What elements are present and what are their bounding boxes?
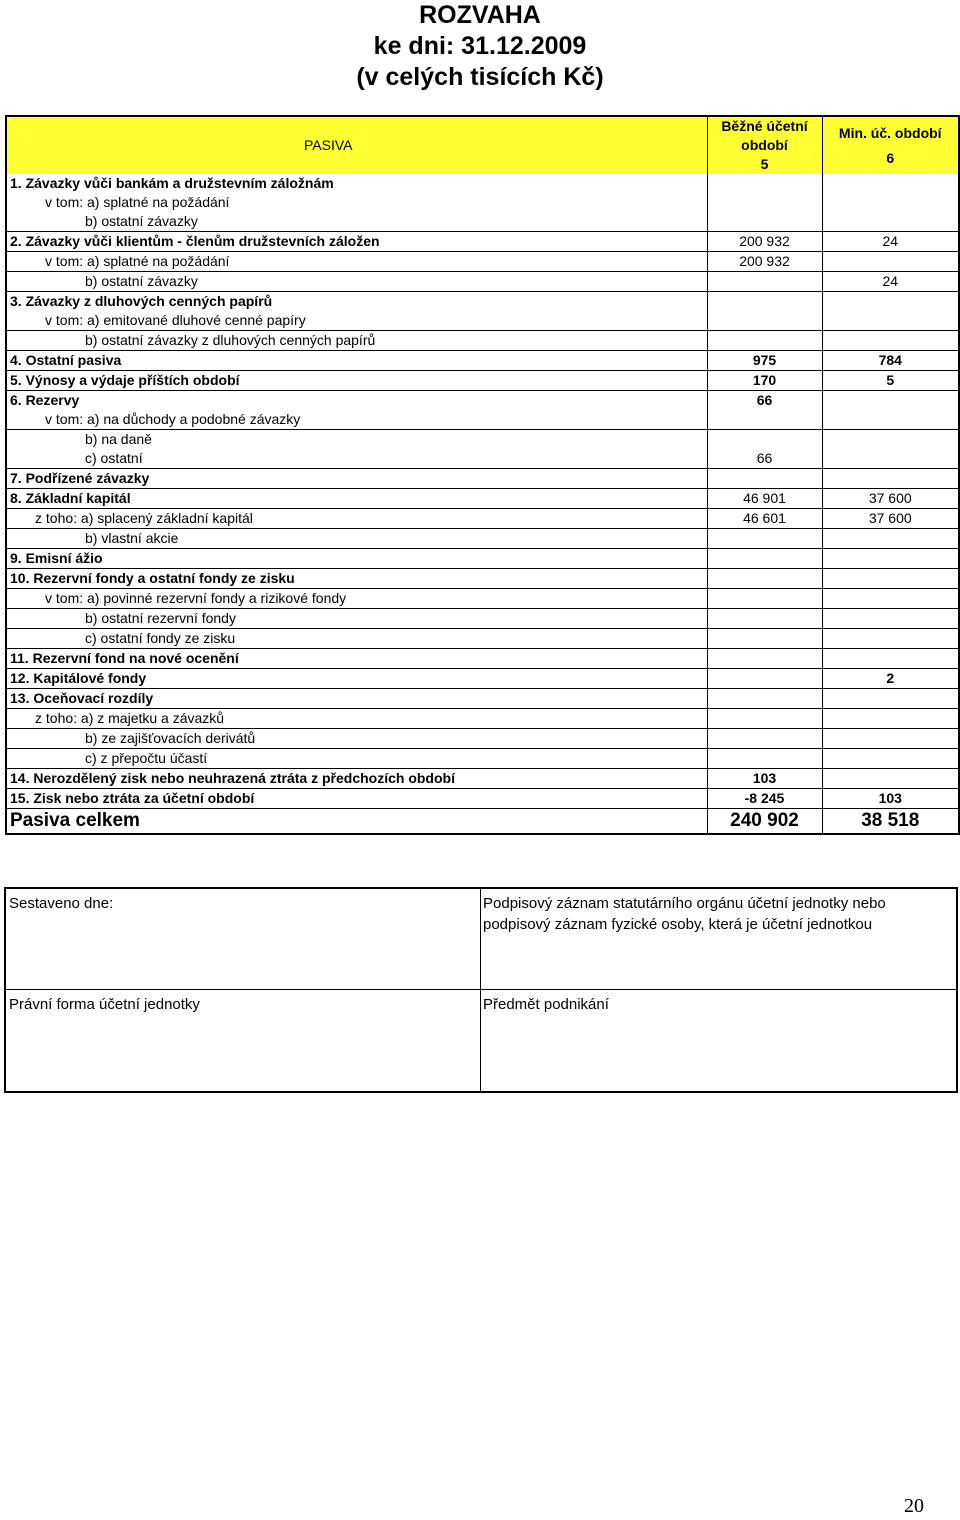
table-row: 3. Závazky z dluhových cenných papírů xyxy=(6,292,959,312)
table-row: 9. Emisní ážio xyxy=(6,549,959,569)
table-row: 2. Závazky vůči klientům - členům družstevních záložen 200 932 24 xyxy=(6,232,959,252)
table-row: c) ostatní fondy ze zisku xyxy=(6,629,959,649)
total-row xyxy=(6,809,959,835)
table-row: 7. Podřízené závazky xyxy=(6,469,959,489)
document-title: ROZVAHA xyxy=(419,1,541,29)
column-header-current-label-2: období xyxy=(741,137,788,153)
table-row: b) ostatní závazky 24 xyxy=(6,272,959,292)
table-row: c) ostatní 66 xyxy=(6,449,959,469)
table-row: 11. Rezervní fond na nové ocenění xyxy=(6,649,959,669)
document-header xyxy=(330,0,630,93)
table-row: 15. Zisk nebo ztráta za účetní období -8 245 103 xyxy=(6,789,959,809)
table-row: 1. Závazky vůči bankám a družstevním záložnám xyxy=(6,174,959,193)
document-unit: (v celých tisících Kč) xyxy=(356,63,604,91)
table-row: b) na daně xyxy=(6,430,959,450)
table-row: 14. Nerozdělený zisk nebo neuhrazená ztráta z předchozích období 103 xyxy=(6,769,959,789)
signature-label-line-2: podpisový záznam fyzické osoby, která je účetní jednotkou xyxy=(483,916,873,933)
signature-vertical-divider xyxy=(480,889,481,1091)
table-row: b) vlastní akcie xyxy=(6,529,959,549)
table-row: b) ze zajišťovacích derivátů xyxy=(6,729,959,749)
total-label: Pasiva celkem xyxy=(6,809,707,835)
compiled-date-label: Sestaveno dne: xyxy=(9,895,114,912)
signature-label-line-1: Podpisový záznam statutárního orgánu účetní jednotky nebo xyxy=(483,895,886,912)
business-activity-label: Předmět podnikání xyxy=(483,996,609,1013)
table-row: v tom: a) splatné na požádání xyxy=(6,193,959,212)
table-row: v tom: a) emitované dluhové cenné papíry xyxy=(6,311,959,331)
table-row: 12. Kapitálové fondy 2 xyxy=(6,669,959,689)
table-row: 8. Základní kapitál 46 901 37 600 xyxy=(6,489,959,509)
table-row: z toho: a) splacený základní kapitál 46 601 37 600 xyxy=(6,509,959,529)
column-number-previous: 6 xyxy=(886,149,895,166)
table-row: v tom: a) na důchody a podobné závazky xyxy=(6,410,959,430)
table-row: v tom: a) povinné rezervní fondy a rizikové fondy xyxy=(6,589,959,609)
page-number: 20 xyxy=(904,1495,924,1517)
table-row: 10. Rezervní fondy a ostatní fondy ze zisku xyxy=(6,569,959,589)
signature-label xyxy=(483,893,886,935)
column-header-previous xyxy=(822,116,959,174)
section-title: PASIVA xyxy=(6,116,707,174)
table-row: b) ostatní závazky xyxy=(6,212,959,232)
table-row: 6. Rezervy 66 xyxy=(6,391,959,411)
document-date: ke dni: 31.12.2009 xyxy=(373,32,587,60)
column-header-current xyxy=(707,116,822,174)
table-row: c) z přepočtu účastí xyxy=(6,749,959,769)
total-current: 240 902 xyxy=(707,809,822,835)
table-row: v tom: a) splatné na požádání 200 932 xyxy=(6,252,959,272)
total-previous: 38 518 xyxy=(822,809,959,835)
table-row: 5. Výnosy a výdaje příštích období 170 5 xyxy=(6,371,959,391)
column-header-previous-label: Min. úč. období xyxy=(838,124,942,141)
legal-form-label: Právní forma účetní jednotky xyxy=(9,996,200,1013)
column-header-current-label: Běžné účetní xyxy=(721,118,808,134)
table-row: b) ostatní závazky z dluhových cenných papírů xyxy=(6,331,959,351)
table-row: 4. Ostatní pasiva 975 784 xyxy=(6,351,959,371)
column-number-current: 5 xyxy=(760,156,769,172)
signature-box xyxy=(4,887,958,1093)
table-row: b) ostatní rezervní fondy xyxy=(6,609,959,629)
table-header-row xyxy=(6,116,959,174)
table-row: 13. Oceňovací rozdíly xyxy=(6,689,959,709)
balance-table xyxy=(5,115,960,835)
table-row: z toho: a) z majetku a závazků xyxy=(6,709,959,729)
signature-divider xyxy=(6,989,956,990)
